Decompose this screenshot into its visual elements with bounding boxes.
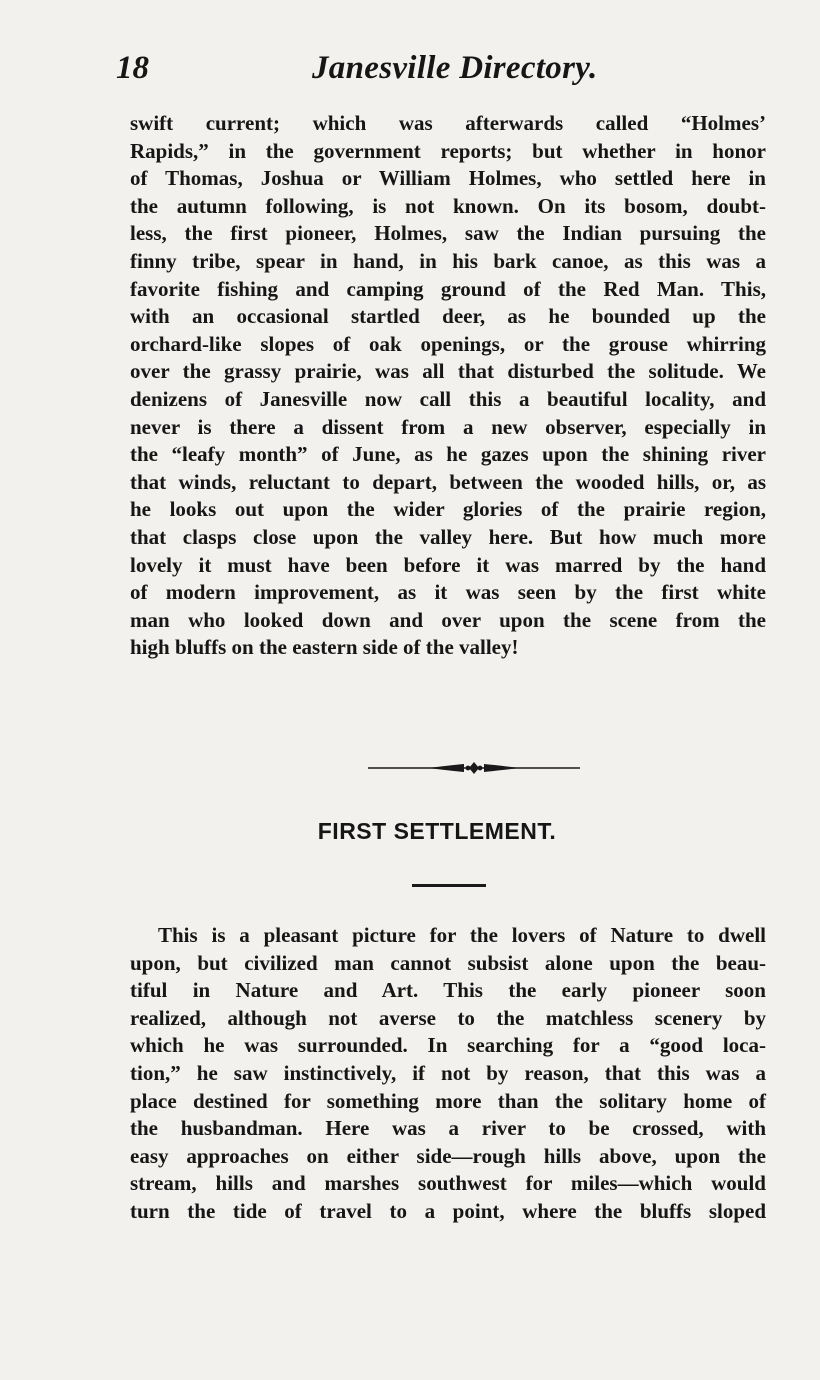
text-line: turn the tide of travel to a point, where the bluffs sloped <box>130 1198 766 1223</box>
page-number: 18 <box>116 50 149 86</box>
page-header <box>116 46 706 90</box>
text-line: tion,” he saw instinctively, if not by reason, that this was a <box>130 1060 766 1085</box>
text-line: which he was surrounded. In searching for a “good loca- <box>130 1033 766 1058</box>
section-ornament <box>368 758 580 778</box>
text-line: the autumn following, is not known. On its bosom, doubt- <box>130 193 766 218</box>
text-line: place destined for something more than the solitary home of <box>130 1088 766 1113</box>
text-line: stream, hills and marshes southwest for miles—which would <box>130 1171 766 1196</box>
paragraph-2 <box>130 922 766 1226</box>
text-line: the husbandman. Here was a river to be crossed, with <box>130 1116 766 1141</box>
text-line: less, the first pioneer, Holmes, saw the Indian pursuing the <box>130 221 766 246</box>
text-line: upon, but civilized man cannot subsist alone upon the beau- <box>130 950 766 975</box>
running-title: Janesville Directory. <box>312 50 598 86</box>
text-line: with an occasional startled deer, as he bounded up the <box>130 304 766 329</box>
paragraph-1 <box>130 110 766 662</box>
text-line: realized, although not averse to the matchless scenery by <box>130 1005 766 1030</box>
text-line: tiful in Nature and Art. This the early pioneer soon <box>130 978 766 1003</box>
heading-rule <box>412 884 486 887</box>
text-line: finny tribe, spear in hand, in his bark canoe, as this was a <box>130 248 766 273</box>
text-line: high bluffs on the eastern side of the valley! <box>130 635 519 660</box>
text-line: the “leafy month” of June, as he gazes upon the shining river <box>130 442 766 467</box>
text-line: denizens of Janesville now call this a beautiful locality, and <box>130 386 766 411</box>
text-line: of modern improvement, as it was seen by the first white <box>130 580 766 605</box>
text-line: This is a pleasant picture for the lovers of Nature to dwell <box>158 923 766 947</box>
text-line: that winds, reluctant to depart, between the wooded hills, or, as <box>130 469 766 494</box>
text-line: he looks out upon the wider glories of the prairie region, <box>130 497 766 522</box>
text-line: easy approaches on either side—rough hills above, upon the <box>130 1143 766 1168</box>
text-line: that clasps close upon the valley here. But how much more <box>130 524 766 549</box>
text-line: Rapids,” in the government reports; but whether in honor <box>130 138 766 163</box>
section-heading: FIRST SETTLEMENT. <box>317 818 557 844</box>
text-line: lovely it must have been before it was marred by the hand <box>130 552 766 577</box>
text-line: never is there a dissent from a new observer, especially in <box>130 414 766 439</box>
text-line: swift current; which was afterwards called “Holmes’ <box>130 111 766 135</box>
text-line: man who looked down and over upon the scene from the <box>130 607 766 632</box>
text-line: of Thomas, Joshua or William Holmes, who settled here in <box>130 166 766 191</box>
text-line: over the grassy prairie, was all that disturbed the solitude. We <box>130 359 766 384</box>
text-line: orchard-like slopes of oak openings, or the grouse whirring <box>130 331 766 356</box>
text-line: favorite fishing and camping ground of the Red Man. This, <box>130 276 766 301</box>
